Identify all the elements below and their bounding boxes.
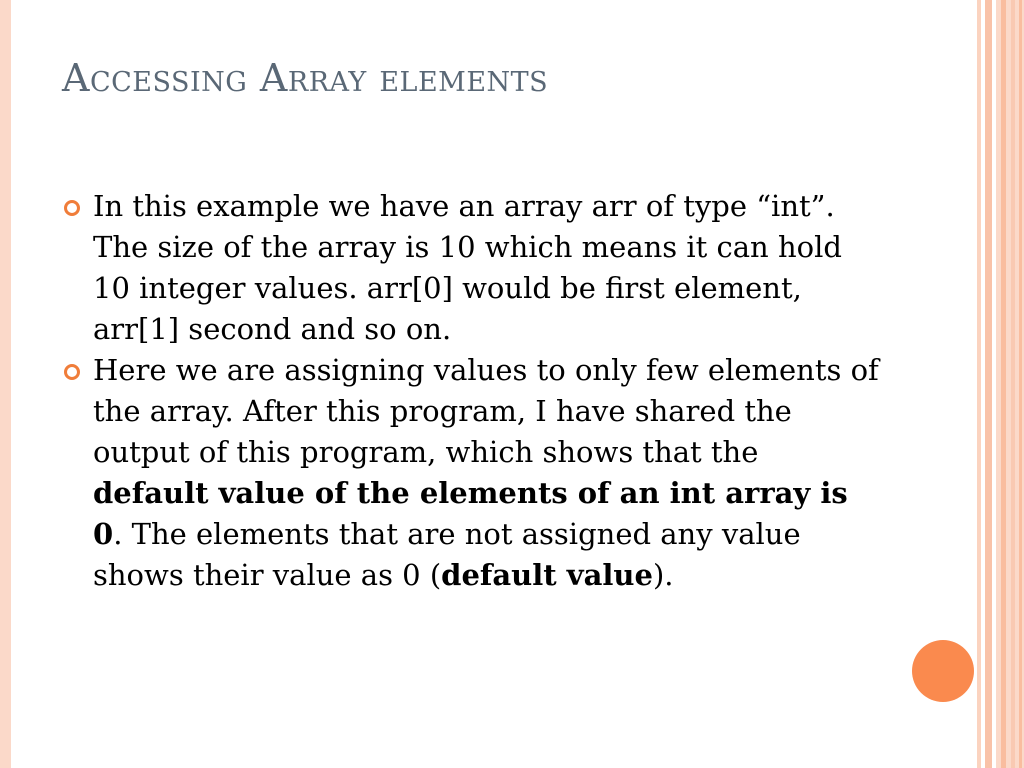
bullet-text: In this example we have an array arr of type “int”. The size of the array is 10 which means it can hold 10 integer values. arr[0] would be first element, arr[1] second and so on. [93, 189, 842, 346]
bullet-text: Here we are assigning values to only few elements of the array. After this program, I have shared the output of this program, which shows that the [93, 353, 879, 469]
bullet-item [62, 350, 882, 596]
decorative-circle [912, 640, 974, 702]
bullet-text: . The elements that are not assigned any value shows their value as 0 ( [93, 517, 801, 592]
bullet-item [62, 186, 882, 350]
slide-left-border [0, 0, 11, 768]
bullet-text-bold: default value [441, 558, 653, 592]
slide-title: Accessing Array elements [62, 56, 549, 100]
slide-body [62, 186, 882, 596]
bullet-text: ). [652, 558, 674, 592]
circle-bullet-icon [64, 364, 80, 380]
circle-bullet-icon [64, 200, 80, 216]
slide-right-stripe [977, 0, 981, 768]
bullet-text-bold: default value of the elements of an int array is 0 [93, 476, 848, 551]
slide-right-stripe [1011, 0, 1015, 768]
slide-right-stripe [985, 0, 992, 768]
slide-right-stripe [1001, 0, 1006, 768]
slide-right-stripe [1019, 0, 1022, 768]
